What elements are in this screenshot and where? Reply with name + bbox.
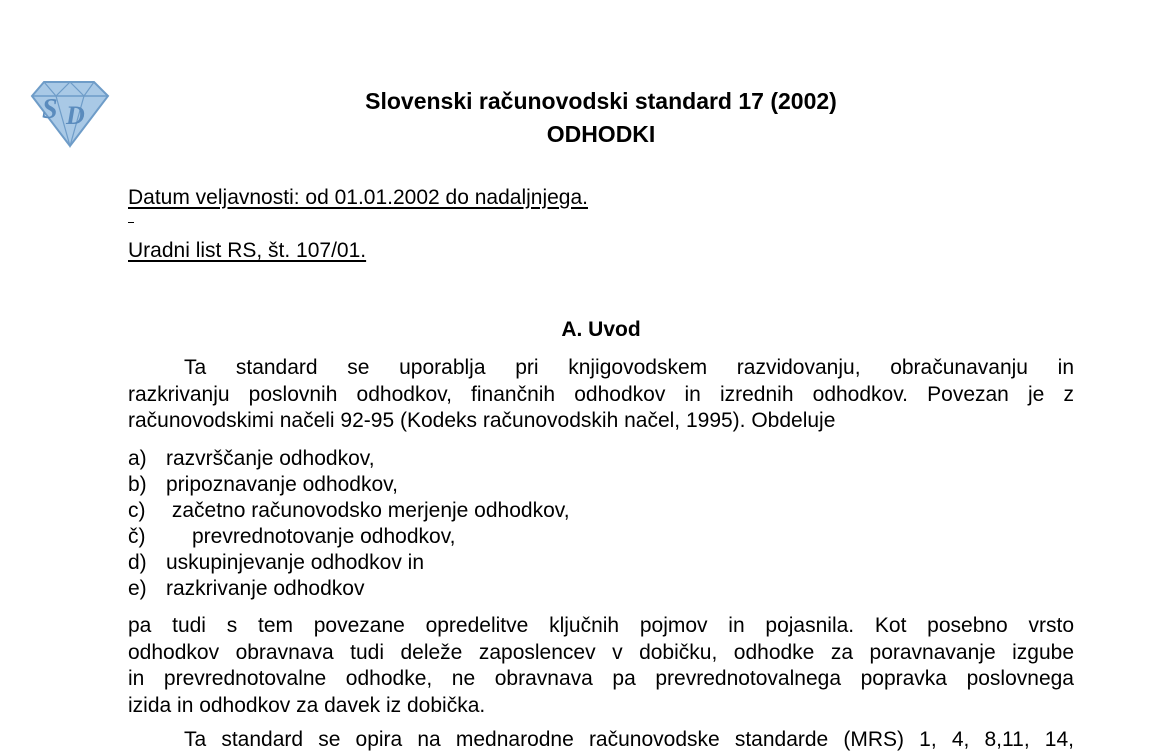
paragraph-line: izida in odhodkov za davek iz dobička. [128,693,486,717]
paragraph-line: odhodkov obravnava tudi deleže zaposlencev v dobičku, odhodke za poravnavanje izgube [128,640,1074,664]
list-item-text: prevrednotovanje odhodkov, [192,524,456,548]
official-gazette-reference: Uradni list RS, št. 107/01. [128,239,367,262]
list-item-text: razkrivanje odhodkov [166,576,365,600]
svg-text:S: S [42,94,58,125]
list-item [128,498,570,524]
list-marker: b) [128,472,147,496]
paragraph-line: računovodskimi načeli 92-95 (Kodeks računovodskih načel, 1995). Obdeluje [128,409,836,432]
list-item-text: razvrščanje odhodkov, [166,447,375,470]
next-paragraph [128,727,1074,754]
list-marker: d) [128,550,147,574]
document-title: Slovenski računovodski standard 17 (2002) [365,88,837,114]
paragraph-line: razkrivanju poslovnih odhodkov, finančnih odhodkov in izrednih odhodkov. Povezan je z [128,382,1074,406]
list-item-text: začetno računovodsko merjenje odhodkov, [166,498,570,522]
intro-paragraph [128,355,1074,435]
list-item-text: uskupinjevanje odhodkov in [166,550,425,574]
list-item [128,446,570,472]
list-item [128,550,570,576]
list-item [128,524,570,550]
paragraph-line: pa tudi s tem povezane opredelitve ključnih pojmov in pojasnila. Kot posebno vrsto [128,614,1074,637]
list-marker: a) [128,447,147,470]
list-marker: c) [128,498,146,522]
list-item [128,472,570,498]
topics-list [128,446,570,601]
paragraph-line: in prevrednotovalne odhodke, ne obravnava pa prevrednotovalnega popravka poslovnega [128,667,1074,690]
document-subtitle: ODHODKI [546,121,656,147]
list-item [128,576,570,602]
diamond-sd-logo-icon [28,78,110,148]
list-marker: e) [128,576,147,600]
paragraph-line: Ta standard se opira na mednarodne računovodske standarde (MRS) 1, 4, 8,11, 14, [184,728,1074,751]
list-item-text: pripoznavanje odhodkov, [166,472,398,496]
section-heading: A. Uvod [561,318,641,341]
svg-text:D: D [66,101,85,130]
divider-mark [128,222,134,223]
validity-date: Datum veljavnosti: od 01.01.2002 do nadaljnjega. [128,186,588,209]
list-marker: č) [128,524,146,548]
scope-paragraph [128,613,1074,719]
paragraph-line: Ta standard se uporablja pri knjigovodskem razvidovanju, obračunavanju in [184,356,1074,379]
